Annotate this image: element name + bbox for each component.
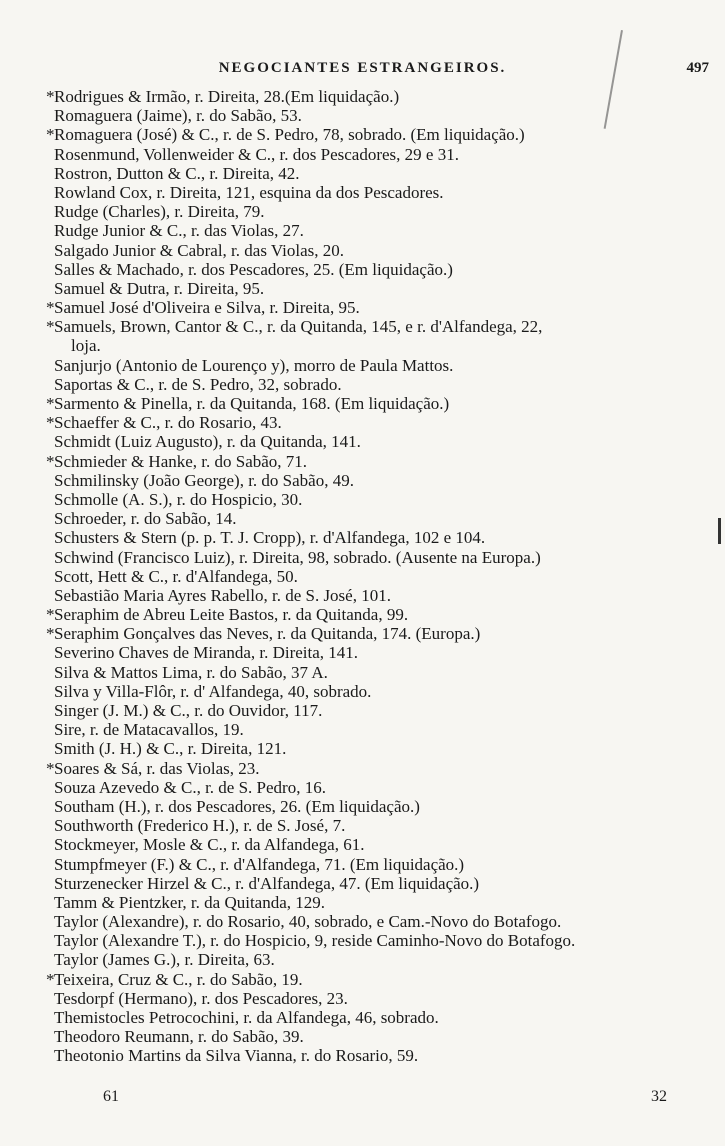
footer	[0, 1088, 725, 1110]
list-item	[46, 471, 711, 490]
entry-text: Southworth (Frederico H.), r. de S. José, 7.	[54, 816, 346, 836]
entry-text: Samuel José d'Oliveira e Silva, r. Direita, 95.	[54, 298, 360, 318]
list-item	[46, 855, 711, 874]
asterisk-mark: *	[46, 413, 55, 433]
page-number: 497	[686, 60, 709, 76]
entry-text: loja.	[54, 336, 101, 356]
entry-text: Schmilinsky (João George), r. do Sabão, 49.	[54, 470, 354, 490]
entry-text: Seraphim Gonçalves das Neves, r. da Quitanda, 174. (Europa.)	[54, 624, 481, 644]
asterisk-mark: *	[46, 125, 55, 145]
entry-text: Theodoro Reumann, r. do Sabão, 39.	[54, 1027, 304, 1047]
entry-text: Souza Azevedo & C., r. de S. Pedro, 16.	[54, 777, 326, 797]
entry-text: Sebastião Maria Ayres Rabello, r. de S. José, 101.	[54, 585, 391, 605]
list-item	[46, 682, 711, 701]
edge-mark	[718, 518, 721, 544]
asterisk-mark: *	[46, 624, 55, 644]
list-item	[46, 336, 711, 355]
asterisk-mark: *	[46, 451, 55, 471]
entry-text: Schaeffer & C., r. do Rosario, 43.	[54, 413, 282, 433]
entry-text: Taylor (James G.), r. Direita, 63.	[54, 950, 275, 970]
asterisk-mark: *	[46, 87, 55, 106]
entry-text: Smith (J. H.) & C., r. Direita, 121.	[54, 739, 287, 759]
list-item	[46, 164, 711, 183]
entry-text: Sarmento & Pinella, r. da Quitanda, 168. (Em liquidação.)	[54, 394, 450, 413]
entry-text: Saportas & C., r. de S. Pedro, 32, sobrado.	[54, 374, 342, 394]
entry-text: Tesdorpf (Hermano), r. dos Pescadores, 23.	[54, 988, 348, 1008]
list-item	[46, 720, 711, 739]
entry-text: Tamm & Pientzker, r. da Quitanda, 129.	[54, 892, 326, 912]
list-item	[46, 605, 711, 624]
list-item	[46, 989, 711, 1008]
entry-text: Rosenmund, Vollenweider & C., r. dos Pescadores, 29 e 31.	[54, 144, 459, 164]
entry-text: Salgado Junior & Cabral, r. das Violas, 20.	[54, 240, 344, 260]
list-item	[46, 528, 711, 547]
signature-mark-right: 32	[651, 1088, 667, 1105]
list-item	[46, 279, 711, 298]
entry-text: Romaguera (José) & C., r. de S. Pedro, 78, sobrado. (Em liquidação.)	[54, 125, 525, 145]
entry-text: Romaguera (Jaime), r. do Sabão, 53.	[54, 106, 302, 126]
entry-text: Rudge (Charles), r. Direita, 79.	[54, 202, 265, 222]
list-item	[46, 106, 711, 125]
list-item	[46, 567, 711, 586]
entry-text: Teixeira, Cruz & C., r. do Sabão, 19.	[54, 969, 303, 989]
entry-text: Samuel & Dutra, r. Direita, 95.	[54, 278, 265, 298]
entry-text: Theotonio Martins da Silva Vianna, r. do Rosario, 59.	[54, 1046, 419, 1066]
list-item	[46, 183, 711, 202]
signature-mark-left: 61	[103, 1088, 119, 1105]
list-item	[46, 874, 711, 893]
list-item	[46, 931, 711, 950]
list-item	[46, 797, 711, 816]
list-item	[46, 375, 711, 394]
entry-text: Sturzenecker Hirzel & C., r. d'Alfandega, 47. (Em liquidação.)	[54, 873, 480, 893]
entry-text: Schmidt (Luiz Augusto), r. da Quitanda, 141.	[54, 432, 361, 452]
entry-text: Schwind (Francisco Luiz), r. Direita, 98, sobrado. (Ausente na Europa.)	[54, 547, 541, 567]
asterisk-mark: *	[46, 969, 55, 989]
entry-text: Sanjurjo (Antonio de Lourenço y), morro de Paula Mattos.	[54, 355, 454, 375]
asterisk-mark: *	[46, 317, 55, 337]
list-item	[46, 701, 711, 720]
list-item	[46, 221, 711, 240]
list-item	[46, 394, 711, 413]
entry-text: Salles & Machado, r. dos Pescadores, 25. (Em liquidação.)	[54, 259, 453, 279]
entry-text: Seraphim de Abreu Leite Bastos, r. da Quitanda, 99.	[54, 605, 409, 625]
asterisk-mark: *	[46, 298, 55, 318]
entry-text: Taylor (Alexandre), r. do Rosario, 40, sobrado, e Cam.-Novo do Botafogo.	[54, 912, 562, 932]
asterisk-mark: *	[46, 758, 55, 778]
list-item	[46, 643, 711, 662]
list-item	[46, 759, 711, 778]
list-item	[46, 509, 711, 528]
list-item	[46, 624, 711, 643]
asterisk-mark: *	[46, 605, 55, 625]
list-item	[46, 970, 711, 989]
list-item	[46, 1008, 711, 1027]
list-item	[46, 893, 711, 912]
entry-text: Samuels, Brown, Cantor & C., r. da Quitanda, 145, e r. d'Alfandega, 22,	[54, 317, 543, 337]
entry-text: Schusters & Stern (p. p. T. J. Cropp), r. d'Alfandega, 102 e 104.	[54, 528, 486, 548]
list-item	[46, 241, 711, 260]
list-item	[46, 1027, 711, 1046]
entry-text: Scott, Hett & C., r. d'Alfandega, 50.	[54, 566, 298, 586]
entry-text: Rowland Cox, r. Direita, 121, esquina da dos Pescadores.	[54, 182, 444, 202]
entry-text: Singer (J. M.) & C., r. do Ouvidor, 117.	[54, 701, 323, 720]
entry-text: Stockmeyer, Mosle & C., r. da Alfandega, 61.	[54, 835, 365, 855]
entry-text: Soares & Sá, r. das Violas, 23.	[54, 758, 260, 778]
list-item	[46, 778, 711, 797]
list-item	[46, 912, 711, 931]
entry-text: Southam (H.), r. dos Pescadores, 26. (Em liquidação.)	[54, 796, 420, 816]
list-item	[46, 87, 711, 106]
asterisk-mark: *	[46, 394, 55, 413]
list-item	[46, 145, 711, 164]
list-item	[46, 816, 711, 835]
list-item	[46, 586, 711, 605]
list-item	[46, 125, 711, 144]
entry-text: Sire, r. de Matacavallos, 19.	[54, 720, 244, 740]
list-item	[46, 202, 711, 221]
list-item	[46, 317, 711, 336]
entry-text: Stumpfmeyer (F.) & C., r. d'Alfandega, 71. (Em liquidação.)	[54, 854, 465, 874]
list-item	[46, 835, 711, 854]
list-item	[46, 452, 711, 471]
entry-text: Schmolle (A. S.), r. do Hospicio, 30.	[54, 489, 303, 509]
list-item	[46, 548, 711, 567]
entry-text: Silva y Villa-Flôr, r. d' Alfandega, 40, sobrado.	[54, 681, 372, 701]
entry-text: Severino Chaves de Miranda, r. Direita, 141.	[54, 643, 359, 663]
entry-text: Themistocles Petrocochini, r. da Alfandega, 46, sobrado.	[54, 1008, 439, 1027]
entry-text: Schmieder & Hanke, r. do Sabão, 71.	[54, 451, 308, 471]
list-item	[46, 298, 711, 317]
entry-text: Schroeder, r. do Sabão, 14.	[54, 509, 237, 529]
list-item	[46, 739, 711, 758]
entry-text: Rostron, Dutton & C., r. Direita, 42.	[54, 163, 300, 183]
list-item	[46, 1046, 711, 1065]
entry-list	[46, 87, 711, 1066]
page-title: NEGOCIANTES ESTRANGEIROS.	[218, 60, 507, 76]
entry-text: Rodrigues & Irmão, r. Direita, 28.(Em liquidação.)	[54, 87, 400, 106]
list-item	[46, 260, 711, 279]
entry-text: Silva & Mattos Lima, r. do Sabão, 37 A.	[54, 662, 328, 682]
list-item	[46, 356, 711, 375]
running-header	[0, 58, 725, 82]
list-item	[46, 432, 711, 451]
list-item	[46, 490, 711, 509]
list-item	[46, 663, 711, 682]
list-item	[46, 413, 711, 432]
list-item	[46, 950, 711, 969]
entry-text: Rudge Junior & C., r. das Violas, 27.	[54, 221, 304, 241]
entry-text: Taylor (Alexandre T.), r. do Hospicio, 9, reside Caminho-Novo do Botafogo.	[54, 931, 576, 951]
